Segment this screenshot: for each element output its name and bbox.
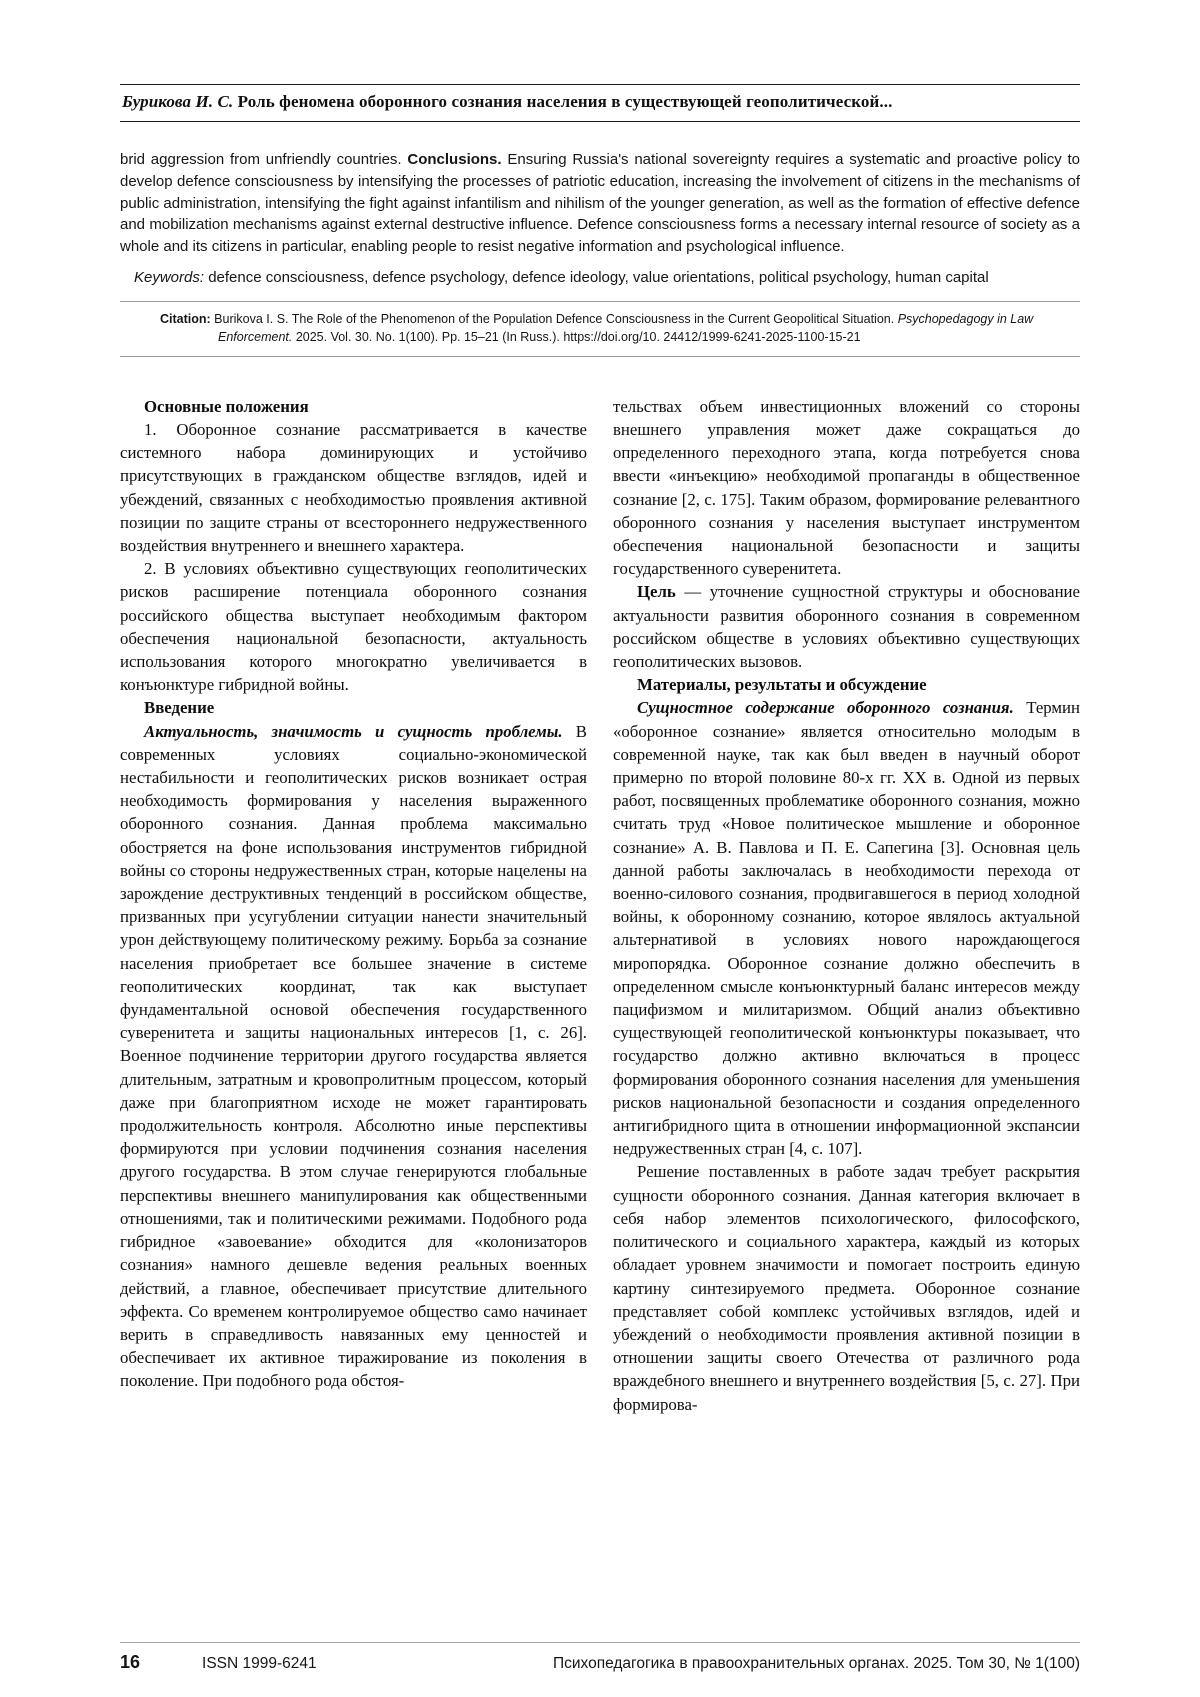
page-number: 16 <box>120 1652 141 1672</box>
citation-reference: Burikova I. S. The Role of the Phenomenon of the Population Defence Consciousness in the Current Geopolitical Situation. <box>214 311 898 326</box>
keywords-line <box>120 267 1080 289</box>
goal-text: — уточнение сущностной структуры и обоснование актуальности развития оборонного сознания в современном российском обществе в условиях объективно существующих геополитических вызовов. <box>613 582 1080 672</box>
citation-text <box>160 310 1040 346</box>
key-point-2: 2. В условиях объективно существующих геополитических рисков расширение потенциала оборонного сознания российского общества выступает необходимым фактором обеспечения национальной безопасности, актуальность использования которого многократно увеличивается в конъюнктуре гибридной войны. <box>120 559 587 695</box>
page-content <box>120 84 1080 1416</box>
essence-text: Термин «оборонное сознание» является относительно молодым в современной науке, так как был введен в научный оборот примерно по второй половине 80-х гг. XX в. Одной из первых работ, посвященных проблематике оборонного сознания, можно считать труд «Новое политическое мышление и оборонное сознание» А. В. Павлова и П. Е. Сапегина [3]. Основная цель данной работы заключалась в необходимости перехода от военно-силового сознания, продвигавшегося в период холодной войны, к оборонному сознанию, которое являлось актуальной альтернативой в условиях нового нарождающегося миропорядка. Оборонное сознание должно обеспечить в определенном смысле конъюнктурный баланс интересов между пацифизмом и милитаризмом. Общий анализ объективно существующей геополитической конъюнктуры показывает, что государство должно активно включаться в процесс формирования оборонного сознания населения для уменьшения рисков национальной безопасности и создания определенного антигибридного щита в отношении информационной экспансии недружественных стран [4, с. 107]. <box>613 698 1080 1159</box>
issn-label: ISSN 1999-6241 <box>202 1655 317 1672</box>
citation-block <box>120 301 1080 357</box>
right-column <box>613 395 1080 1416</box>
essence-lead: Сущностное содержание оборонного сознания. <box>637 698 1014 718</box>
goal-lead: Цель <box>637 582 676 602</box>
citation-journal-title: Psychopedagogy in Law Enforcement. <box>218 311 1034 344</box>
running-head-text <box>120 85 1080 121</box>
paragraph-continuation: тельствах объем инвестиционных вложений со стороны внешнего управления может даже сокращаться до определенного переходного этапа, когда потребуется снова ввести «инъекцию» необходимой пропаганды в общественное сознание [2, с. 175]. Таким образом, формирование релевантного оборонного сознания у населения выступает инструментом обеспечения национальной безопасности и защиты государственного суверенитета. <box>613 396 1080 579</box>
running-head <box>120 84 1080 122</box>
abstract-en <box>120 149 1080 258</box>
paragraph-relevance <box>120 720 587 1393</box>
citation-doi: 2025. Vol. 30. No. 1(100). Pp. 15–21 (In Russ.). https://doi.org/10. 24412/1999-6241-2025-1100-15-21 <box>292 329 861 344</box>
heading-materials: Материалы, результаты и обсуждение <box>637 675 927 695</box>
journal-footer-line: Психопедагогика в правоохранительных органах. 2025. Том 30, № 1(100) <box>552 1655 1080 1672</box>
page-footer <box>120 1642 1080 1673</box>
key-point-1: 1. Оборонное сознание рассматривается в качестве системного набора доминирующих и устойчиво присутствующих в гражданском обществе взглядов, идей и убеждений, связанных с необходимостью проявления активной позиции по защите страны от всестороннего недружественного воздействия внутреннего и внешнего характера. <box>120 419 587 555</box>
relevance-text: В современных условиях социально-экономической нестабильности и геополитических рисков возникает острая необходимость формирования у населения выраженного оборонного сознания. Данная проблема максимально обостряется на фоне использования инструментов гибридной войны со стороны недружественных стран, которые нацелены на зарождение деструктивных тенденций в российском обществе, призванных при усугублении ситуации нанести значительный урон действующему политическому режиму. Борьба за сознание населения приобретает все большее значение в системе геополитических координат, так как выступает фундаментальной основой обеспечения государственного суверенитета и защиты национальных интересов [1, с. 26]. Военное подчинение территории другого государства является длительным, затратным и кровопролитным процессом, который даже при благоприятном исходе не может гарантировать продолжительность контроля. Абсолютно иные перспективы формируются при условии подчинения сознания населения другого государства. В этом случае генерируются глобальные перспективы внешнего манипулирования как общественными отношениями, так и политическими режимами. Подобного рода гибридное «завоевание» обходится для «колонизаторов сознания» намного дешевле ведения реальных военных действий, а главное, обеспечивает присутствие длительного эффекта. Со временем контролируемое общество само начинает верить в справедливость навязанных ему ценностей и обеспечивает их активное тиражирование из поколения в поколение. При подобного рода обстоя- <box>120 721 588 1391</box>
running-head-title: Роль феномена оборонного сознания населения в существующей геополитической... <box>233 92 893 111</box>
heading-key-points: Основные положения <box>144 396 309 416</box>
article-body <box>120 395 1080 1416</box>
abstract-body: Ensuring Russia's national sovereignty requires a systematic and proactive policy to develop defence consciousness by intensifying the processes of patriotic education, increasing the involvement of citizens in the mechanisms of public administration, intensifying the fight against infantilism and nihilism of the younger generation, as well as the formation of effective defence and mobilization mechanisms against external destructive influence. Defence consciousness forms a necessary internal resource of society as a whole and its citizens in particular, enabling people to resist negative information and psychological influence. <box>120 151 1080 256</box>
abstract-lead: brid aggression from unfriendly countries. <box>120 151 408 168</box>
abstract-conclusions-label: Conclusions. <box>407 151 502 168</box>
paragraph-essence <box>613 696 1080 1160</box>
keywords-label: Keywords: <box>134 268 209 286</box>
citation-label: Citation: <box>160 311 215 326</box>
heading-introduction: Введение <box>144 698 215 718</box>
left-column <box>120 395 587 1416</box>
paragraph-goal <box>613 580 1080 673</box>
paragraph-solution: Решение поставленных в работе задач требует раскрытия сущности оборонного сознания. Данная категория включает в себя набор элементов психологического, философского, политического и социального характера, каждый из которых обладает уровнем значимости и помогает построить единую картину синтезируемого предмета. Оборонное сознание представляет собой комплекс устойчивых взглядов, идей и убеждений о необходимости проявления активной позиции в отношении защиты своего Отечества от различного рода враждебного внешнего и внутреннего воздействия [5, с. 27]. При формирова- <box>613 1162 1080 1414</box>
keywords-text: defence consciousness, defence psychology, defence ideology, value orientations, political psychology, human capital <box>208 268 989 286</box>
relevance-lead: Актуальность, значимость и сущность проблемы. <box>144 721 563 741</box>
running-head-author: Бурикова И. С. <box>122 92 234 111</box>
